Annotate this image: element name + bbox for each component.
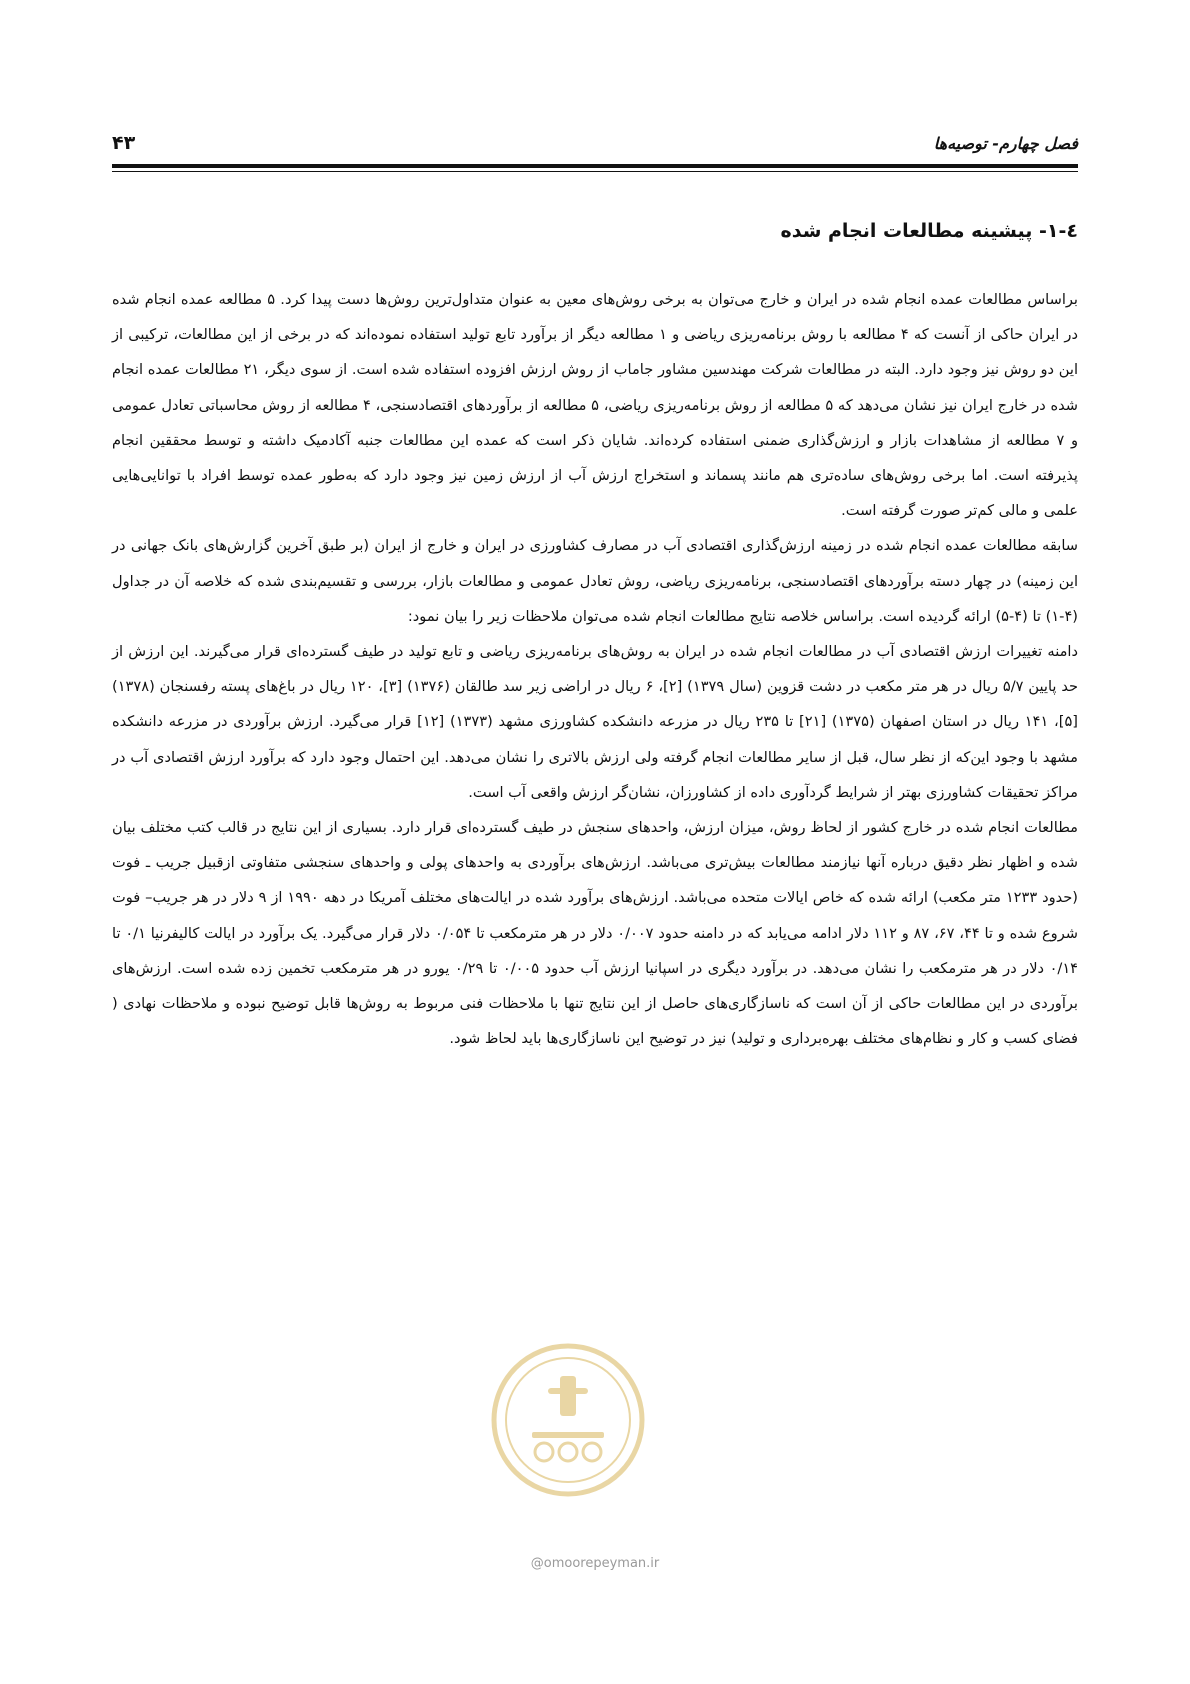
paragraph-2: سابقه مطالعات عمده انجام شده در زمینه ارزش‌گذاری اقتصادی آب در مصارف کشاورزی در ایران و خارج از ایران (بر طبق آخرین گزارش‌های بانک جهانی در این زمینه) در چهار دسته برآوردهای اقتصادسنجی، برنامه‌ریزی ریاضی، روش تعادل عمومی و مطالعات بازار، بررسی و تقسیم‌بندی شده که خلاصه آن در جداول (۴-۱) تا (۴-۵) ارائه گردیده است. براساس خلاصه نتایج مطالعات انجام شده می‌توان ملاحظات زیر را بیان نمود: — [112, 537, 1078, 625]
running-header — [112, 128, 1078, 158]
watermark-seal-icon — [488, 1340, 648, 1500]
section-heading: ٤-١- پیشینه مطالعات انجام شده — [780, 220, 1078, 242]
paragraph-1: براساس مطالعات عمده انجام شده در ایران و خارج می‌توان به برخی روش‌های معین به عنوان متداول‌ترین روش‌ها دست پیدا کرد. ۵ مطالعه عمده انجام شده در ایران حاکی از آنست که ۴ مطالعه با روش برنامه‌ریزی ریاضی و ۱ مطالعه دیگر از برآورد تابع تولید استفاده نموده‌اند که در برخی از این مطالعات، ترکیبی از این دو روش نیز وجود دارد. البته در مطالعات شرکت مهندسین مشاور جاماب از روش ارزش افزوده استفاده شده است. از سوی دیگر، ۲۱ مطالعات عمده انجام شده در خارج ایران نیز نشان می‌دهد که ۵ مطالعه از روش برنامه‌ریزی ریاضی، ۵ مطالعه از برآوردهای اقتصادسنجی، ۴ مطالعه از روش محاسباتی تعادل عمومی و ۷ مطالعه از مشاهدات بازار و ارزش‌گذاری ضمنی استفاده کرده‌اند. شایان ذکر است که عمده این مطالعات جنبه آکادمیک داشته و توسط محققین انجام پذیرفته است. اما برخی روش‌های ساده‌تری هم مانند پسماند و استخراج ارزش آب از ارزش زمین نیز وجود دارد که به‌طور عمده توسط افراد با توانایی‌هایی علمی و مالی کم‌تر صورت گرفته است. — [112, 291, 1079, 520]
paragraph-4: مطالعات انجام شده در خارج کشور از لحاظ روش، میزان ارزش، واحدهای سنجش در طیف گسترده‌ای قرار دارد. بسیاری از این نتایج در قالب کتب مختلف بیان شده و اظهار نظر دقیق درباره آنها نیازمند مطالعات بیش‌تری می‌باشد. ارزش‌های برآوردی به واحدهای پولی و واحدهای سنجشی متفاوتی ازقبیل جریب ـ فوت (حدود ۱۲۳۳ متر مکعب) ارائه شده که خاص ایالات متحده می‌باشد. ارزش‌های برآورد شده در ایالت‌های مختلف آمریکا در دهه ۱۹۹۰ از ۹ دلار در هر جریب– فوت شروع شده و تا ۴۴، ۶۷، ۸۷ و ۱۱۲ دلار ادامه می‌یابد که در دامنه حدود ۰/۰۰۷ دلار در هر مترمکعب تا ۰/۰۵۴ دلار قرار می‌گیرد. یک برآورد در ایالت کالیفرنیا ۰/۱ تا ۰/۱۴ دلار در هر مترمکعب را نشان می‌دهد. در برآورد دیگری در اسپانیا ارزش آب حدود ۰/۰۰۵ تا ۰/۲۹ یورو در هر مترمکعب تخمین زده شده است. ارزش‌های برآوردی در این مطالعات حاکی از آن است که ناسازگاری‌های حاصل از این نتایج تنها با ملاحظات فنی مربوط به روش‌ها قابل توضیح نبوده و ملاحظات نهادی ( فضای کسب و کار و نظام‌های مختلف بهره‌برداری و تولید) نیز در توضیح این ناسازگاری‌ها باید لحاظ شود. — [112, 819, 1078, 1048]
chapter-title: فصل چهارم- توصیه‌ها — [933, 133, 1078, 153]
body-text — [112, 282, 1078, 1056]
header-rule-thick — [112, 164, 1078, 168]
watermark-site-text: @omoorepeyman.ir — [530, 1556, 660, 1571]
header-rule-thin — [112, 171, 1078, 172]
page-number: ۴۳ — [112, 132, 136, 154]
paragraph-3: دامنه تغییرات ارزش اقتصادی آب در مطالعات انجام شده در ایران به روش‌های برنامه‌ریزی ریاضی و تابع تولید در طیف گسترده‌ای قرار می‌گیرند. این ارزش از حد پایین ۵/۷ ریال در هر متر مکعب در دشت قزوین (سال ۱۳۷۹) [۲]، ۶ ریال در اراضی زیر سد طالقان (۱۳۷۶) [۳]، ۱۲۰ ریال در باغ‌های پسته رفسنجان (۱۳۷۸) [۵]، ۱۴۱ ریال در استان اصفهان (۱۳۷۵) [۲۱] تا ۲۳۵ ریال در مزرعه دانشکده کشاورزی مشهد (۱۳۷۳) [۱۲] قرار می‌گیرد. ارزش برآوردی در مزرعه دانشکده مشهد با وجود این‌که از نظر سال، قبل از سایر مطالعات انجام گرفته ولی ارزش بالاتری را نشان می‌دهد. این احتمال وجود دارد که برآورد ارزش اقتصادی آب در مراکز تحقیقات کشاورزی بهتر از شرایط گردآوری داده از کشاورزان، نشان‌گر ارزش واقعی آب است. — [112, 643, 1079, 801]
